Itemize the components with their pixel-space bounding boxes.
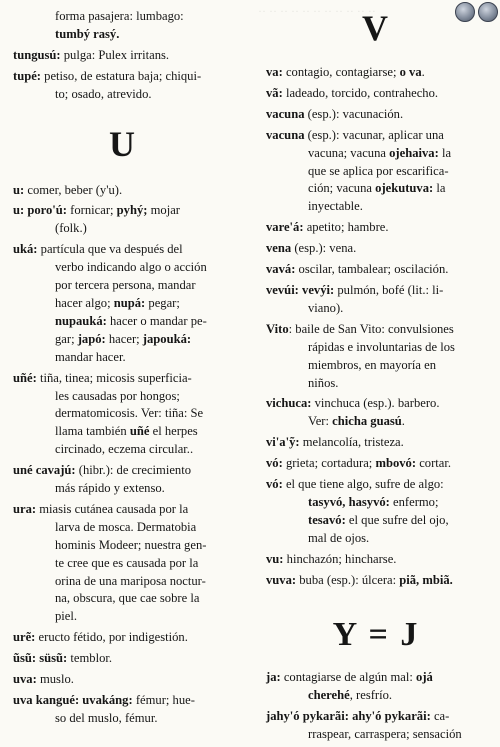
bold-term: uva: bbox=[13, 672, 37, 687]
bold-term: jahy'ó pykarãi: ahy'ó pykarãi: bbox=[266, 709, 431, 724]
text-run: tiña, tinea; micosis superficia- bbox=[36, 370, 192, 385]
text-run: (hibr.): de crecimiento bbox=[75, 463, 192, 478]
entry bbox=[13, 68, 233, 104]
entry-line bbox=[266, 530, 486, 548]
entry bbox=[13, 182, 233, 200]
text-run: buba (esp.): úlcera: bbox=[296, 572, 400, 587]
entry bbox=[266, 127, 486, 217]
entry-line bbox=[266, 321, 486, 339]
entry bbox=[13, 629, 233, 647]
entry-line bbox=[13, 259, 233, 277]
entry-line bbox=[13, 277, 233, 295]
text-run: circinado, eczema circular.. bbox=[55, 442, 194, 457]
headword: tungusú: bbox=[13, 47, 61, 62]
entry-line bbox=[266, 240, 486, 258]
bold-term: japouká: bbox=[142, 331, 192, 346]
bold-term: vevúi: vevýi: bbox=[266, 282, 335, 297]
definition: pulga: Pulex irritans. bbox=[60, 47, 170, 62]
text-run: llama también bbox=[55, 424, 130, 439]
text-run: . bbox=[401, 414, 405, 429]
text-run: (folk.) bbox=[55, 221, 87, 236]
entry-line bbox=[266, 512, 486, 530]
text-run: (esp.): vena. bbox=[291, 241, 357, 256]
bold-term: mbovó: bbox=[375, 456, 417, 471]
bold-term: chicha guasú bbox=[332, 414, 402, 429]
entry-line bbox=[266, 708, 486, 726]
entry-line bbox=[13, 573, 233, 591]
bold-term: vavá: bbox=[266, 262, 296, 277]
text-run: . bbox=[421, 65, 425, 79]
bold-term: vena bbox=[266, 241, 292, 256]
entry bbox=[266, 434, 486, 452]
entry-line bbox=[266, 494, 486, 512]
bold-term: vacuna bbox=[266, 127, 305, 142]
entry-line bbox=[13, 710, 233, 728]
text-run: niños. bbox=[308, 375, 339, 390]
text-run: orina de una mariposa noctur- bbox=[55, 573, 206, 588]
entry bbox=[13, 501, 233, 626]
bold-term: pyhý; bbox=[116, 203, 148, 218]
section-v-entries bbox=[266, 64, 486, 589]
entry-line bbox=[13, 501, 233, 519]
bold-term: u: poro'ú: bbox=[13, 203, 68, 218]
section-letter-u: U bbox=[109, 123, 137, 164]
text-run: : baile de San Vito: convulsiones bbox=[288, 321, 454, 336]
text-run: cortar. bbox=[416, 456, 452, 471]
entry-line bbox=[13, 629, 233, 647]
text-run: vinchuca (esp.). barbero. bbox=[311, 396, 440, 411]
bold-term: urẽ: bbox=[13, 630, 36, 645]
entry bbox=[266, 476, 486, 548]
text-run: la bbox=[438, 145, 452, 160]
text-run: comer, beber (y'u). bbox=[24, 182, 123, 197]
entry-line bbox=[13, 441, 233, 459]
bold-term: uñé: bbox=[13, 370, 37, 385]
text-run: vacuna; vacuna bbox=[308, 145, 390, 160]
entry-line bbox=[266, 726, 486, 744]
text-run: so del muslo, fémur. bbox=[55, 710, 158, 725]
section-u-entries bbox=[13, 182, 233, 728]
bold-term: vare'á: bbox=[266, 220, 304, 235]
entry bbox=[266, 708, 486, 744]
text-run: pegar; bbox=[145, 295, 180, 310]
text-run: gar; bbox=[55, 331, 78, 346]
text-run: la bbox=[433, 181, 446, 196]
entry bbox=[13, 370, 233, 460]
text-run: más rápido y extenso. bbox=[55, 481, 165, 496]
entry bbox=[266, 669, 486, 705]
entry-line bbox=[266, 300, 486, 318]
entry-line bbox=[266, 261, 486, 279]
entry-line bbox=[266, 669, 486, 687]
bold-term: o va bbox=[399, 65, 422, 79]
text-run: miasis cutánea causada por la bbox=[36, 501, 189, 516]
entry-line bbox=[13, 650, 233, 668]
entry-line bbox=[266, 455, 486, 473]
section-yj-entries bbox=[266, 669, 486, 744]
text-run: pulmón, bofé (lit.: li- bbox=[334, 282, 444, 297]
definition: petiso, de estatura baja; chiqui- bbox=[41, 68, 202, 83]
entry-line bbox=[13, 555, 233, 573]
entry bbox=[266, 395, 486, 431]
entry-line bbox=[266, 572, 486, 590]
text-run: rápidas e involuntarias de los bbox=[308, 339, 455, 354]
entry bbox=[13, 47, 233, 65]
entry bbox=[266, 572, 486, 590]
bold-term: ojekutuva: bbox=[375, 181, 434, 196]
entry bbox=[266, 261, 486, 279]
text-run: fornicar; bbox=[67, 203, 117, 218]
text-run: miembros, en mayoría en bbox=[308, 357, 436, 372]
text-run: dermatomicosis. Ver: tiña: Se bbox=[55, 406, 204, 421]
entry-continuation bbox=[13, 8, 233, 44]
entry-line bbox=[266, 413, 486, 431]
entry-line bbox=[13, 388, 233, 406]
text-run: na, obscura, que cae sobre la bbox=[55, 591, 200, 606]
text-run: el herpes bbox=[149, 424, 198, 439]
section-letter-v: V bbox=[362, 8, 390, 48]
section-letter-y-j: Y = J bbox=[332, 616, 420, 654]
entry bbox=[266, 321, 486, 393]
bold-term: japó: bbox=[77, 331, 106, 346]
text-run: hinchazón; hincharse. bbox=[283, 551, 397, 566]
entry bbox=[266, 85, 486, 103]
entry bbox=[266, 106, 486, 124]
bold-term: uné cavajú: bbox=[13, 463, 76, 478]
entry-line bbox=[13, 537, 233, 555]
text-run: hacer; bbox=[105, 331, 143, 346]
entry-line bbox=[266, 357, 486, 375]
bold-term: vó: bbox=[266, 456, 283, 471]
entry bbox=[13, 462, 233, 498]
bold-term: vu: bbox=[266, 551, 284, 566]
bold-term: ũsũ: süsũ: bbox=[13, 651, 68, 666]
entry-line bbox=[13, 182, 233, 200]
text-run: inyectable. bbox=[308, 199, 363, 214]
entry-line bbox=[13, 590, 233, 608]
entry-line bbox=[266, 163, 486, 181]
text-run: mandar hacer. bbox=[55, 349, 126, 364]
entry-line bbox=[266, 127, 486, 145]
text-run: melancolía, tristeza. bbox=[299, 435, 404, 450]
text-run: oscilar, tambalear; oscilación. bbox=[295, 262, 449, 277]
entry-line bbox=[266, 395, 486, 413]
text-run: el que tiene algo, sufre de algo: bbox=[282, 477, 444, 492]
entry bbox=[266, 282, 486, 318]
entry-line: to; osado, atrevido. bbox=[55, 86, 152, 101]
text-run: mojar bbox=[147, 203, 180, 218]
bold-term: vacuna bbox=[266, 106, 305, 121]
entry-line bbox=[266, 687, 486, 705]
entry-line bbox=[266, 145, 486, 163]
bold-term: vi'a'ỹ: bbox=[266, 435, 300, 450]
entry-line bbox=[13, 480, 233, 498]
bold-term: tesavó: bbox=[308, 512, 346, 527]
entry-line bbox=[13, 295, 233, 313]
entry-line bbox=[13, 671, 233, 689]
entry-line bbox=[266, 339, 486, 357]
entry-line bbox=[266, 106, 486, 124]
bold-term: tasyvó, hasyvó: bbox=[308, 494, 390, 509]
text-run: grieta; cortadura; bbox=[282, 456, 376, 471]
bold-term: uva kangué: uvakáng: bbox=[13, 693, 133, 707]
entry-line bbox=[13, 370, 233, 388]
text-run: hominis Modeer; nuestra gen- bbox=[55, 537, 207, 552]
bold-term: vichuca: bbox=[266, 396, 312, 411]
text-run: temblor. bbox=[67, 651, 113, 666]
entry-line bbox=[13, 462, 233, 480]
text-run: les causadas por hongos; bbox=[55, 388, 180, 403]
text-run: hacer o mandar pe- bbox=[106, 313, 207, 328]
entry-line bbox=[266, 85, 486, 103]
entry-line bbox=[13, 423, 233, 441]
text-run: (esp.): vacunación. bbox=[304, 106, 404, 121]
entry bbox=[266, 219, 486, 237]
text-run: eructo fétido, por indigestión. bbox=[35, 630, 188, 645]
bold-term: ojehaiva: bbox=[389, 145, 439, 160]
text-run: hacer algo; bbox=[55, 295, 114, 310]
bold-term: nupauká: bbox=[55, 313, 107, 328]
text-run: Ver: bbox=[308, 414, 333, 429]
bold-term: ura: bbox=[13, 501, 37, 516]
entry-line bbox=[266, 476, 486, 494]
entry bbox=[13, 202, 233, 238]
text-run: piel. bbox=[55, 609, 78, 624]
entry-line bbox=[13, 202, 233, 220]
text-run: , resfrío. bbox=[349, 688, 393, 703]
bold-term: ja: bbox=[266, 670, 281, 685]
entry-line: forma pasajera: lumbago: bbox=[55, 9, 184, 23]
bold-term: cherehé bbox=[308, 688, 350, 703]
bold-term: vuva: bbox=[266, 572, 297, 587]
text-run: el que sufre del ojo, bbox=[345, 512, 449, 527]
text-run: por tercera persona, mandar bbox=[55, 278, 196, 293]
text-run: contagio, contagiarse; bbox=[282, 65, 400, 79]
entry-line bbox=[266, 180, 486, 198]
entry-line bbox=[13, 405, 233, 423]
left-column bbox=[13, 0, 233, 731]
entry bbox=[13, 692, 233, 728]
entry-line bbox=[266, 551, 486, 569]
entry-line bbox=[13, 313, 233, 331]
entry-line: tumbý rasý. bbox=[55, 26, 120, 41]
bleed-through-text: ·· ·· ·· ·· ·· ·· ·· ·· ·· ·· ·· bbox=[258, 4, 376, 18]
text-run: apetito; hambre. bbox=[303, 220, 389, 235]
text-run: contagiarse de algún mal: bbox=[280, 670, 417, 685]
entry-line bbox=[266, 198, 486, 216]
text-run: partícula que va después del bbox=[37, 242, 183, 257]
bold-term: vó: bbox=[266, 477, 283, 492]
text-run: rraspear, carraspera; sensación bbox=[308, 727, 462, 742]
text-run: te cree que es causada por la bbox=[55, 555, 199, 570]
entry-line bbox=[266, 282, 486, 300]
text-run: muslo. bbox=[36, 672, 74, 687]
text-run: que se aplica por escarifica- bbox=[308, 163, 449, 178]
text-run: ladeado, torcido, contrahecho. bbox=[282, 85, 439, 100]
bold-term: uká: bbox=[13, 242, 38, 257]
text-run: fémur; hue- bbox=[132, 693, 195, 707]
entry-line bbox=[266, 434, 486, 452]
entry-line bbox=[13, 608, 233, 626]
entry bbox=[266, 551, 486, 569]
bold-term: ojá bbox=[416, 670, 433, 685]
entry-line bbox=[13, 692, 233, 710]
text-run: viano). bbox=[308, 300, 344, 315]
bold-term: nupá: bbox=[113, 295, 146, 310]
text-run: larva de mosca. Dermatobia bbox=[55, 519, 197, 534]
entry-line bbox=[13, 349, 233, 367]
bold-term: piã, mbiã. bbox=[399, 572, 453, 587]
text-run: mal de ojos. bbox=[308, 530, 370, 545]
entry bbox=[13, 650, 233, 668]
entry bbox=[266, 240, 486, 258]
text-run: verbo indicando algo o acción bbox=[55, 260, 207, 275]
entry-line bbox=[13, 220, 233, 238]
bold-term: va: bbox=[266, 65, 283, 79]
bold-term: uñé bbox=[129, 424, 150, 439]
entry bbox=[266, 455, 486, 473]
entry bbox=[266, 64, 486, 82]
entry-line bbox=[266, 375, 486, 393]
right-column bbox=[266, 0, 486, 747]
text-run: (esp.): vacunar, aplicar una bbox=[304, 127, 444, 142]
entry-line bbox=[266, 219, 486, 237]
text-run: ción; vacuna bbox=[308, 181, 376, 196]
bold-term: Vito bbox=[266, 321, 289, 336]
entry-line bbox=[13, 331, 233, 349]
bold-term: u: bbox=[13, 182, 25, 197]
bold-term: vã: bbox=[266, 85, 283, 100]
entry bbox=[13, 241, 233, 366]
entry bbox=[13, 671, 233, 689]
headword: tupé: bbox=[13, 68, 41, 83]
entry-line bbox=[13, 241, 233, 259]
text-run: ca- bbox=[430, 709, 450, 724]
entry-line bbox=[13, 519, 233, 537]
entry-line bbox=[266, 64, 486, 82]
text-run: enfermo; bbox=[389, 494, 439, 509]
